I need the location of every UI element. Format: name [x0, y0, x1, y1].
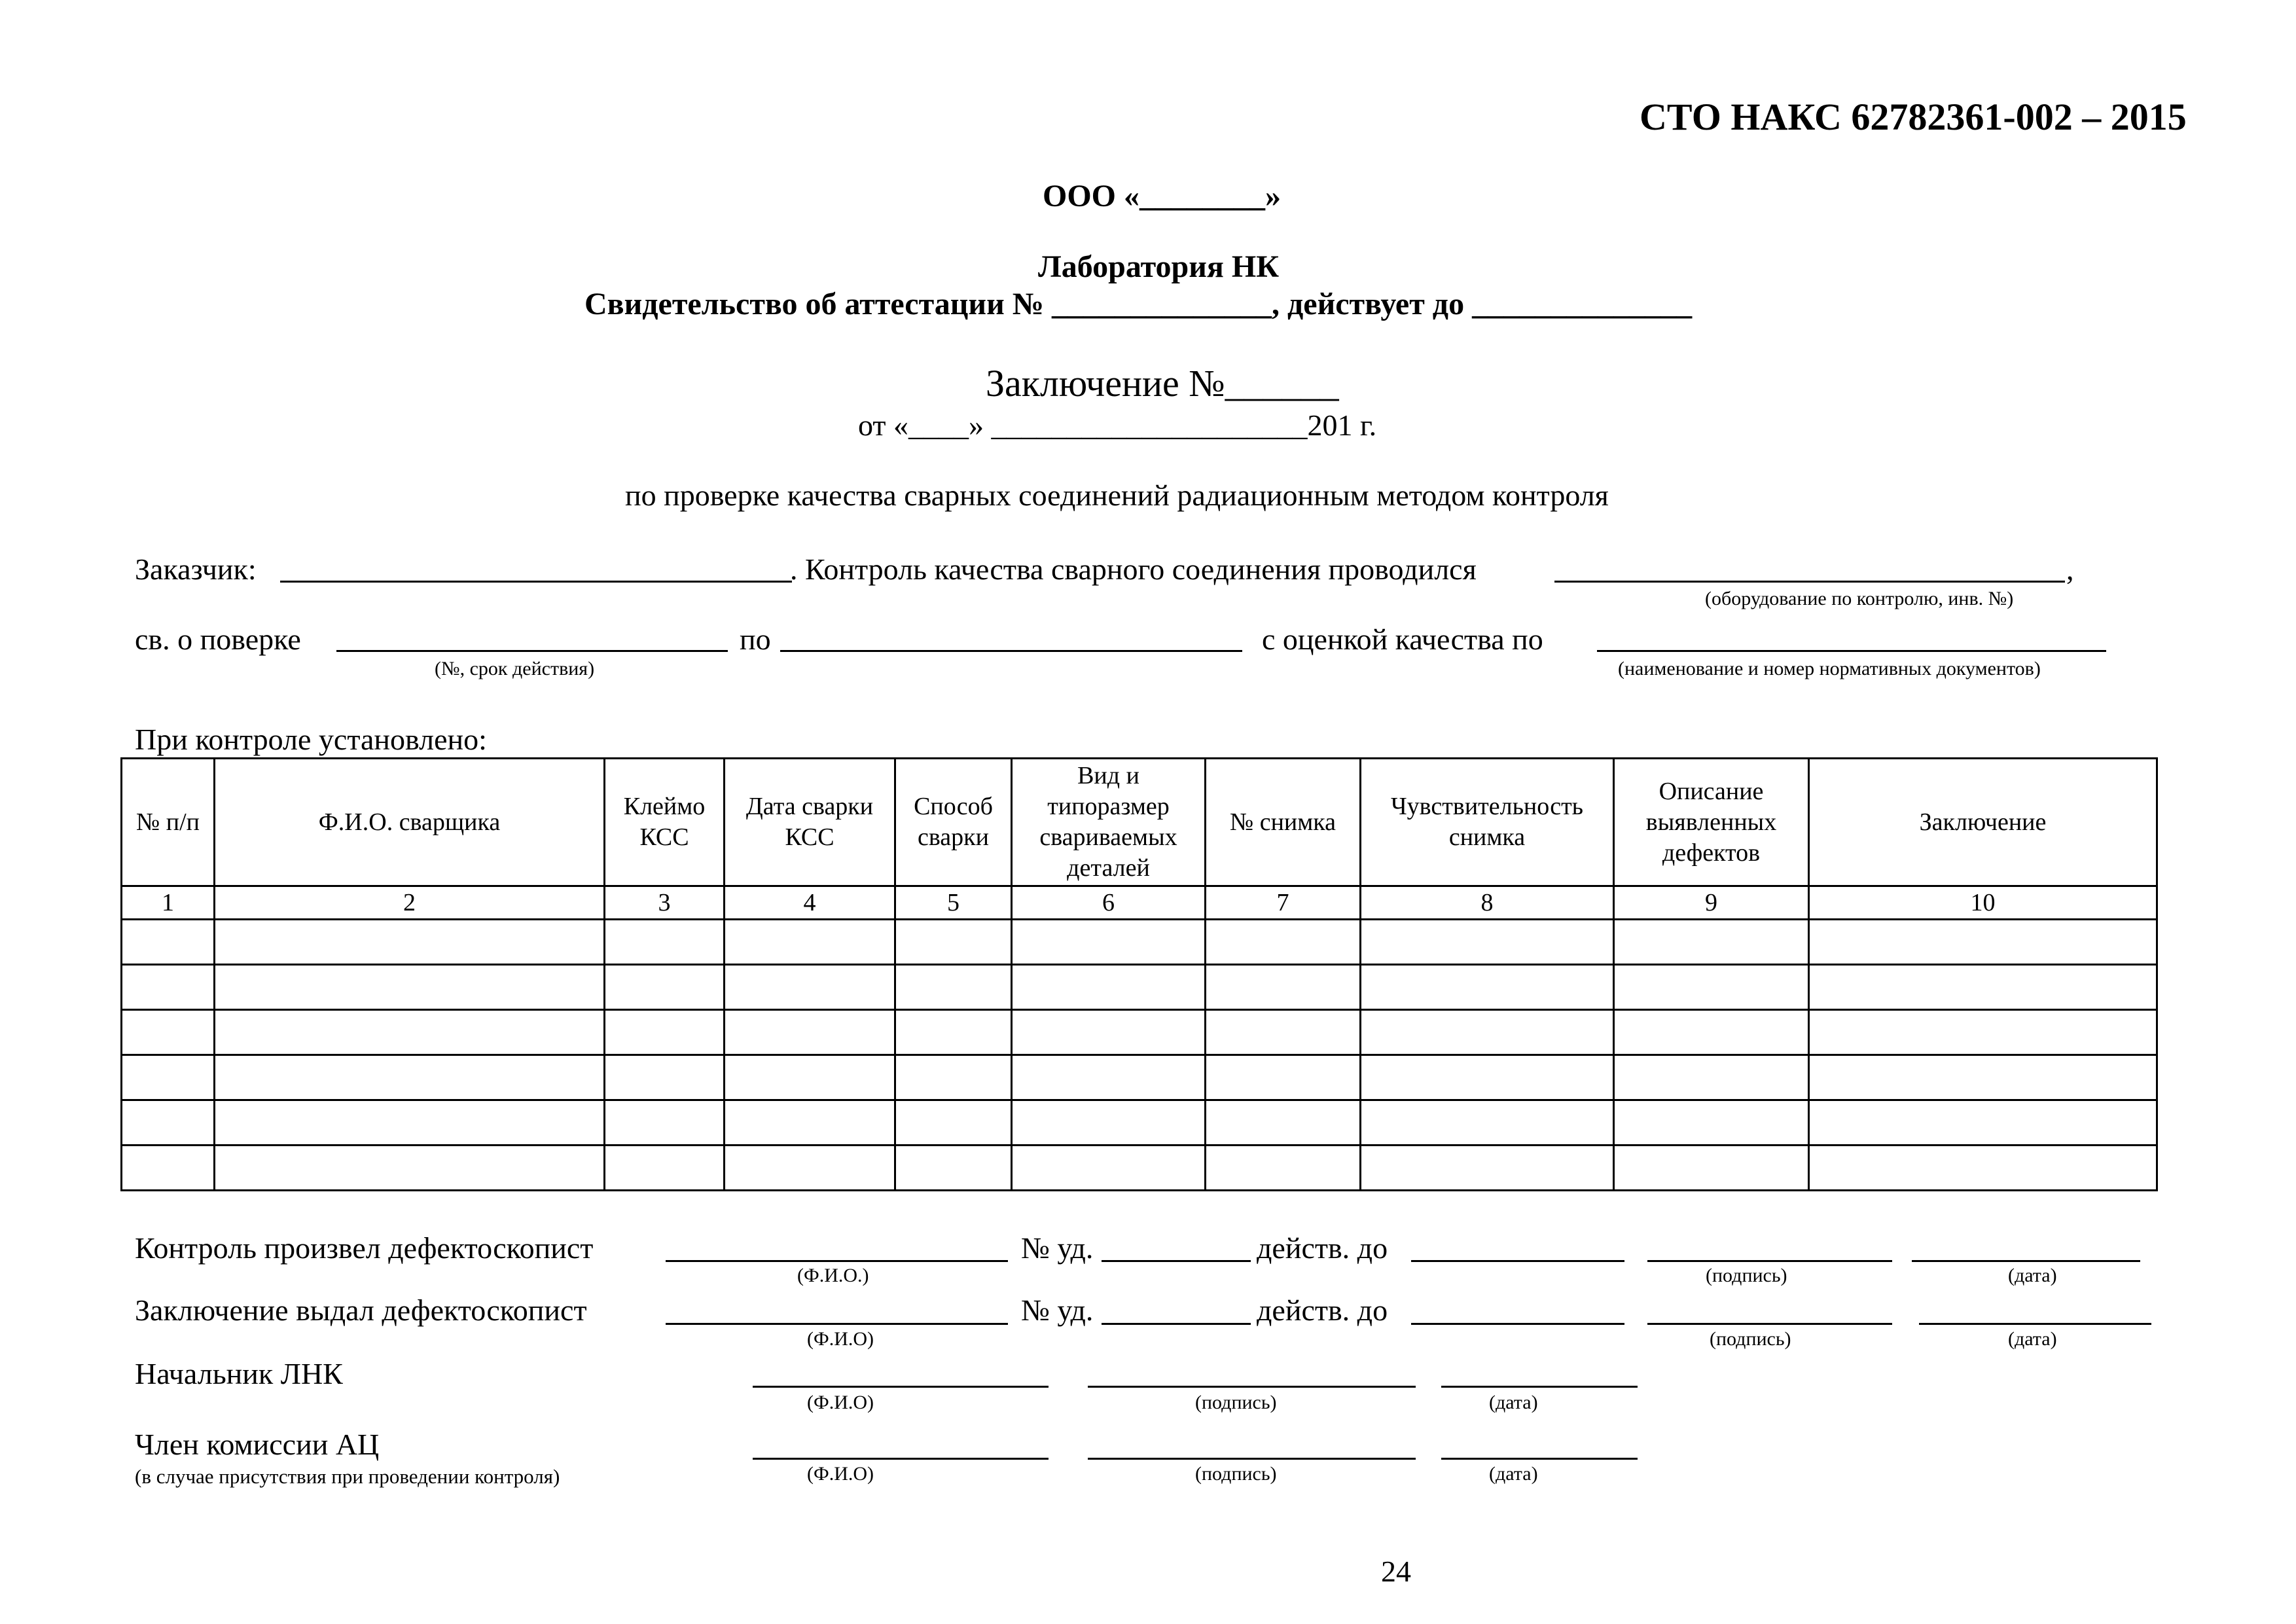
- table-cell[interactable]: [1012, 1100, 1206, 1146]
- column-number: 5: [895, 886, 1012, 920]
- table-row: [122, 920, 2157, 965]
- table-cell[interactable]: [1614, 965, 1809, 1010]
- issued-by-label: Заключение выдал дефектоскопист: [135, 1293, 587, 1327]
- issued-signature-line[interactable]: [1647, 1323, 1892, 1325]
- conclusion-subtitle: по проверке качества сварных соединений радиационным методом контроля: [625, 478, 1609, 512]
- header-cell: Заключение: [1809, 759, 2157, 886]
- table-row: [122, 1010, 2157, 1055]
- verification-field-line[interactable]: [336, 650, 728, 652]
- customer-field-line[interactable]: [280, 581, 792, 583]
- table-cell[interactable]: [1614, 1100, 1809, 1146]
- column-number: 10: [1809, 886, 2157, 920]
- header-cell: № снимка: [1206, 759, 1361, 886]
- issued-fio-line[interactable]: [666, 1323, 1008, 1325]
- table-cell[interactable]: [1809, 965, 2157, 1010]
- table-cell[interactable]: [725, 1010, 895, 1055]
- fio-caption: (Ф.И.О): [807, 1463, 874, 1485]
- table-cell[interactable]: [1614, 1055, 1809, 1100]
- verification-caption: (№, срок действия): [435, 658, 595, 679]
- fio-caption: (Ф.И.О): [807, 1392, 874, 1413]
- signature-caption: (подпись): [1710, 1328, 1791, 1350]
- organization-name: ООО «________»: [1043, 179, 1282, 213]
- table-cell[interactable]: [895, 1100, 1012, 1146]
- comma: ,: [2066, 552, 2074, 586]
- verification-label: св. о поверке: [135, 623, 301, 656]
- issued-date-line[interactable]: [1919, 1323, 2151, 1325]
- table-cell[interactable]: [725, 920, 895, 965]
- header-cell: Описание выявленных дефектов: [1614, 759, 1809, 886]
- equipment-caption: (оборудование по контролю, инв. №): [1705, 588, 2014, 609]
- table-cell[interactable]: [122, 1100, 215, 1146]
- signature-caption: (подпись): [1706, 1265, 1787, 1286]
- table-cell[interactable]: [895, 1055, 1012, 1100]
- column-number: 3: [605, 886, 725, 920]
- date-caption: (дата): [2008, 1265, 2057, 1286]
- column-number: 6: [1012, 886, 1206, 920]
- cert-no-label: № уд.: [1021, 1231, 1094, 1265]
- equipment-field-line[interactable]: [1554, 581, 2065, 583]
- header-cell: Чувствительность снимка: [1361, 759, 1614, 886]
- table-cell[interactable]: [895, 965, 1012, 1010]
- signature-caption: (подпись): [1195, 1463, 1277, 1485]
- table-cell[interactable]: [1809, 1146, 2157, 1191]
- head-fio-line[interactable]: [753, 1386, 1049, 1388]
- table-cell[interactable]: [605, 965, 725, 1010]
- performed-fio-line[interactable]: [666, 1260, 1008, 1262]
- column-number: 2: [215, 886, 605, 920]
- table-cell[interactable]: [122, 1010, 215, 1055]
- table-cell[interactable]: [215, 920, 605, 965]
- header-cell: Вид и типоразмер свариваемых деталей: [1012, 759, 1206, 886]
- table-cell[interactable]: [215, 1010, 605, 1055]
- table-cell[interactable]: [1809, 1100, 2157, 1146]
- commission-signature-line[interactable]: [1088, 1458, 1416, 1460]
- table-cell[interactable]: [1361, 1100, 1614, 1146]
- head-of-lab-label: Начальник ЛНК: [135, 1357, 343, 1390]
- performed-by-label: Контроль произвел дефектоскопист: [135, 1231, 594, 1265]
- performed-signature-line[interactable]: [1647, 1260, 1892, 1262]
- documents-caption: (наименование и номер нормативных документов): [1618, 658, 2041, 679]
- table-cell[interactable]: [215, 1100, 605, 1146]
- head-date-line[interactable]: [1441, 1386, 1638, 1388]
- fio-caption: (Ф.И.О.): [797, 1265, 869, 1286]
- table-header-row: [122, 759, 2157, 886]
- table-cell[interactable]: [1809, 1010, 2157, 1055]
- table-cell[interactable]: [1012, 1010, 1206, 1055]
- table-cell[interactable]: [122, 965, 215, 1010]
- commission-member-label: Член комиссии АЦ: [135, 1428, 380, 1461]
- valid-until-label: действ. до: [1257, 1293, 1388, 1327]
- table-cell[interactable]: [215, 965, 605, 1010]
- table-cell[interactable]: [1206, 1010, 1361, 1055]
- table-cell[interactable]: [895, 1146, 1012, 1191]
- table-cell[interactable]: [215, 1146, 605, 1191]
- by-label: по: [740, 623, 771, 656]
- header-cell: Клеймо КСС: [605, 759, 725, 886]
- conclusion-date-line: от «____» _____________________201 г.: [858, 408, 1377, 442]
- issued-cert-no-line[interactable]: [1102, 1323, 1251, 1325]
- table-cell[interactable]: [1809, 1055, 2157, 1100]
- date-caption: (дата): [1489, 1392, 1538, 1413]
- table-cell[interactable]: [1361, 1010, 1614, 1055]
- standard-code: СТО НАКС 62782361-002 – 2015: [1640, 96, 2187, 138]
- assessment-label: с оценкой качества по: [1262, 623, 1543, 656]
- table-row: [122, 1055, 2157, 1100]
- header-cell: Ф.И.О. сварщика: [215, 759, 605, 886]
- table-cell[interactable]: [605, 1010, 725, 1055]
- date-caption: (дата): [1489, 1463, 1538, 1485]
- column-number: 8: [1361, 886, 1614, 920]
- table-cell[interactable]: [605, 1100, 725, 1146]
- commission-date-line[interactable]: [1441, 1458, 1638, 1460]
- column-number: 4: [725, 886, 895, 920]
- table-cell[interactable]: [725, 1055, 895, 1100]
- certificate-line: Свидетельство об аттестации № ______________, действует до ______________: [584, 287, 1693, 321]
- assessment-field-line[interactable]: [1597, 650, 2106, 652]
- table-cell[interactable]: [1012, 1146, 1206, 1191]
- table-cell[interactable]: [1206, 1146, 1361, 1191]
- lab-name: Лаборатория НК: [1038, 249, 1279, 284]
- table-cell[interactable]: [1361, 920, 1614, 965]
- table-cell[interactable]: [1361, 1055, 1614, 1100]
- header-cell: № п/п: [122, 759, 215, 886]
- table-cell[interactable]: [215, 1055, 605, 1100]
- table-cell[interactable]: [1206, 1100, 1361, 1146]
- performed-date-line[interactable]: [1912, 1260, 2140, 1262]
- table-row: [122, 1100, 2157, 1146]
- table-cell[interactable]: [1809, 920, 2157, 965]
- table-cell[interactable]: [122, 1146, 215, 1191]
- fio-caption: (Ф.И.О): [807, 1328, 874, 1350]
- by-field-line[interactable]: [780, 650, 1242, 652]
- control-text: . Контроль качества сварного соединения проводился: [790, 552, 1477, 586]
- table-cell[interactable]: [1614, 1010, 1809, 1055]
- cert-no-label: № уд.: [1021, 1293, 1094, 1327]
- results-table: [120, 757, 2158, 1191]
- table-cell[interactable]: [1012, 920, 1206, 965]
- table-cell[interactable]: [725, 965, 895, 1010]
- valid-until-label: действ. до: [1257, 1231, 1388, 1265]
- table-cell[interactable]: [895, 920, 1012, 965]
- signature-caption: (подпись): [1195, 1392, 1277, 1413]
- table-cell[interactable]: [895, 1010, 1012, 1055]
- table-cell[interactable]: [1361, 1146, 1614, 1191]
- commission-fio-line[interactable]: [753, 1458, 1049, 1460]
- table-number-row: [122, 886, 2157, 920]
- table-cell[interactable]: [605, 1146, 725, 1191]
- commission-note: (в случае присутствия при проведении контроля): [135, 1465, 560, 1488]
- header-cell: Дата сварки КСС: [725, 759, 895, 886]
- table-cell[interactable]: [1614, 920, 1809, 965]
- table-cell[interactable]: [1012, 1055, 1206, 1100]
- performed-cert-no-line[interactable]: [1102, 1260, 1251, 1262]
- table-cell[interactable]: [1012, 965, 1206, 1010]
- findings-label: При контроле установлено:: [135, 723, 487, 756]
- column-number: 7: [1206, 886, 1361, 920]
- date-caption: (дата): [2008, 1328, 2057, 1350]
- table-cell[interactable]: [605, 920, 725, 965]
- table-cell[interactable]: [605, 1055, 725, 1100]
- table-cell[interactable]: [725, 1100, 895, 1146]
- table-cell[interactable]: [122, 1055, 215, 1100]
- table-cell[interactable]: [1206, 920, 1361, 965]
- table-cell[interactable]: [1206, 965, 1361, 1010]
- performed-valid-until-line[interactable]: [1411, 1260, 1624, 1262]
- customer-label: Заказчик:: [135, 552, 257, 586]
- column-number: 1: [122, 886, 215, 920]
- header-cell: Способ сварки: [895, 759, 1012, 886]
- table-cell[interactable]: [1614, 1146, 1809, 1191]
- table-cell[interactable]: [1361, 965, 1614, 1010]
- table-row: [122, 965, 2157, 1010]
- conclusion-title: Заключение №______: [986, 362, 1339, 405]
- column-number: 9: [1614, 886, 1809, 920]
- table-cell[interactable]: [1206, 1055, 1361, 1100]
- table-cell[interactable]: [725, 1146, 895, 1191]
- table-cell[interactable]: [122, 920, 215, 965]
- page-number: 24: [1381, 1555, 1411, 1588]
- issued-valid-until-line[interactable]: [1411, 1323, 1624, 1325]
- head-signature-line[interactable]: [1088, 1386, 1416, 1388]
- table-row: [122, 1146, 2157, 1191]
